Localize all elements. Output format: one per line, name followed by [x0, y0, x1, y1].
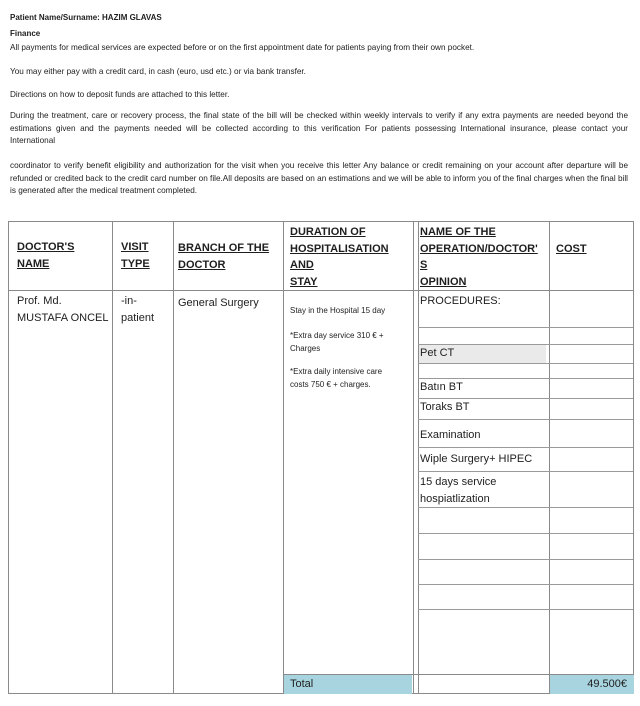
row-divider — [418, 609, 633, 610]
header-doctor-name: DOCTOR'S NAME — [17, 241, 75, 270]
patient-name-line: Patient Name/Surname: HAZIM GLAVAS — [10, 13, 162, 22]
column-divider — [112, 222, 113, 693]
row-divider — [418, 327, 633, 328]
total-label: Total — [290, 678, 314, 690]
procedure-item: Examination — [420, 429, 481, 441]
column-divider — [413, 222, 414, 693]
header-duration: DURATION OF HOSPITALISATION AND STAY — [290, 226, 389, 288]
row-divider — [418, 363, 633, 364]
row-divider — [418, 471, 633, 472]
coordinator-paragraph: coordinator to verify benefit eligibility and authorization for the visit when you receive this letter Any balance or credit remaining on your account after departure will be refunded or credited back to the credit card number on file.All deposits are based on an estimations and we will be able to inform you of the final charges when the final bill is generated after the medical treatment completed. — [10, 161, 628, 195]
column-divider — [173, 222, 174, 693]
treatment-billing-paragraph: During the treatment, care or recovery process, the final state of the bill will be checked within weekly intervals to verify if any extra payments are needed beyond the estimations given and the payments needed will be collected according to this verification For patients possessing International insurance, please contact your International — [10, 111, 628, 145]
total-row-divider — [283, 674, 633, 675]
header-operation: NAME OF THE OPERATION/DOCTOR' S OPINION — [420, 226, 538, 288]
payment-paragraph: All payments for medical services are expected before or on the first appointment date for patients paying from their own pocket. — [10, 43, 475, 52]
cost-estimate-table — [8, 221, 634, 694]
column-divider — [418, 222, 419, 693]
procedure-item: 15 days service hospiatlization — [420, 476, 497, 505]
total-value: 49.500€ — [587, 678, 627, 690]
stay-duration-note: Stay in the Hospital 15 day — [290, 306, 386, 315]
procedures-label: PROCEDURES: — [420, 295, 501, 307]
row-divider — [418, 447, 633, 448]
column-divider — [549, 222, 550, 693]
procedure-item: Toraks BT — [420, 401, 470, 413]
branch-cell: General Surgery — [178, 297, 259, 309]
header-visit-type: VISIT TYPE — [121, 241, 150, 270]
row-divider — [418, 559, 633, 560]
header-cost: COST — [556, 243, 587, 255]
intensive-care-note: *Extra daily intensive care costs 750 € + charges. — [290, 367, 383, 389]
procedure-item: Batın BT — [420, 381, 463, 393]
payment-methods-paragraph: You may either pay with a credit card, in cash (euro, usd etc.) or via bank transfer. — [10, 67, 306, 76]
extra-day-service-note: *Extra day service 310 € + Charges — [290, 331, 384, 353]
doctor-name-cell: Prof. Md. MUSTAFA ONCEL — [17, 295, 109, 324]
row-divider — [418, 533, 633, 534]
department-label: Finance — [10, 29, 41, 38]
header-branch: BRANCH OF THE DOCTOR — [178, 242, 270, 271]
header-divider — [9, 290, 633, 291]
visit-type-cell: -in- patient — [121, 295, 155, 324]
procedure-item: Pet CT — [420, 347, 455, 359]
row-divider — [418, 584, 633, 585]
procedure-item: Wiple Surgery+ HIPEC — [420, 453, 533, 465]
row-divider — [418, 419, 633, 420]
deposit-directions-paragraph: Directions on how to deposit funds are attached to this letter. — [10, 90, 230, 99]
column-divider — [283, 222, 284, 693]
